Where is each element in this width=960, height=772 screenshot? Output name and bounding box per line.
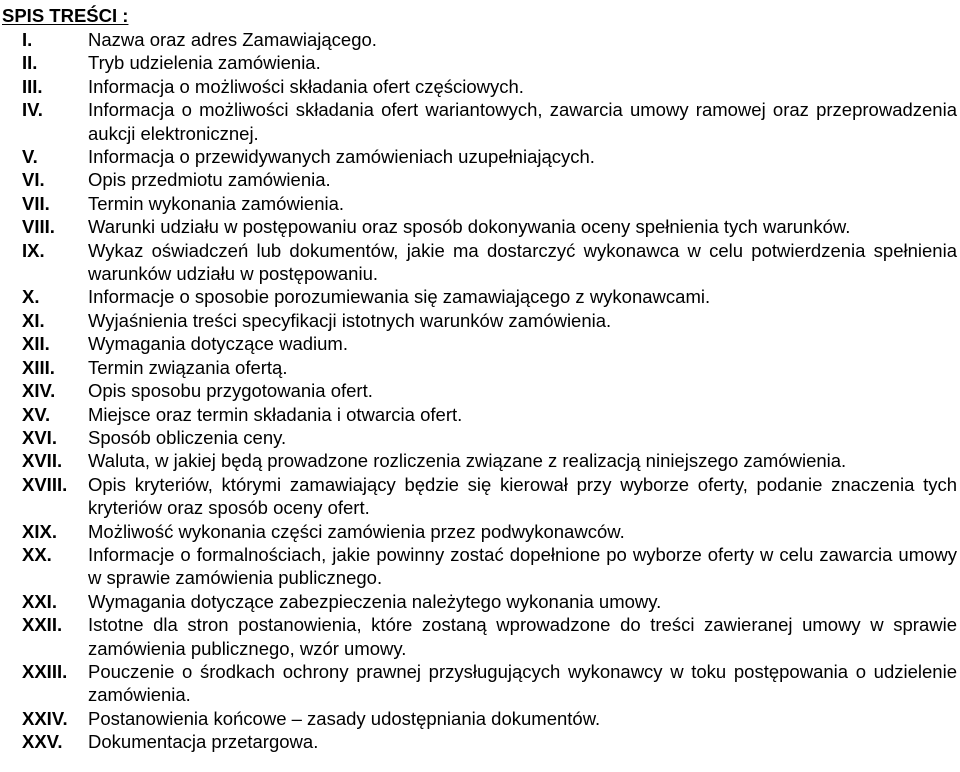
toc-item-number: I. bbox=[22, 29, 33, 50]
toc-item bbox=[0, 449, 957, 472]
toc-item-text: Wykaz oświadczeń lub dokumentów, jakie ma dostarczyć wykonawca w celu potwierdzenia spełnienia warunków udziału w postępowaniu. bbox=[88, 239, 957, 285]
toc-item bbox=[0, 520, 957, 543]
toc-item-number: XVI. bbox=[22, 426, 57, 448]
toc-item-text: Informacje o formalnościach, jakie powinny zostać dopełnione po wyborze oferty w celu zawarcia umowy w sprawie zamówienia publicznego. bbox=[88, 543, 957, 589]
toc-item-number: XX. bbox=[22, 543, 52, 565]
toc-item-number: IV. bbox=[22, 99, 43, 121]
toc-item bbox=[0, 730, 957, 753]
toc-item-text: Termin związania ofertą. bbox=[88, 356, 288, 378]
toc-item bbox=[0, 660, 957, 707]
toc-item-number: XVII. bbox=[22, 450, 63, 472]
toc-item-number: XXV. bbox=[22, 731, 63, 753]
toc-item-number: IX. bbox=[22, 239, 45, 261]
toc-item-text: Informacje o sposobie porozumiewania się zamawiającego z wykonawcami. bbox=[88, 286, 711, 308]
toc-item bbox=[0, 426, 957, 449]
toc-item-text: Dokumentacja przetargowa. bbox=[88, 731, 319, 753]
toc-item-number: XIII. bbox=[22, 356, 55, 378]
toc-item bbox=[0, 356, 957, 379]
toc-item-number: XXIV. bbox=[22, 707, 68, 729]
toc-item-number: XXI. bbox=[22, 590, 57, 612]
toc-item-number: XXIII. bbox=[22, 660, 68, 682]
toc-item-text: Wymagania dotyczące wadium. bbox=[88, 333, 348, 355]
toc-item bbox=[0, 543, 957, 590]
toc-item-text: Opis przedmiotu zamówienia. bbox=[88, 169, 331, 191]
toc-item-text: Informacja o możliwości składania ofert częściowych. bbox=[88, 75, 524, 97]
toc-item-number: VIII. bbox=[22, 216, 55, 238]
toc-item bbox=[0, 98, 957, 145]
toc-item-text: Możliwość wykonania części zamówienia przez podwykonawców. bbox=[88, 520, 625, 542]
toc-item-text: Informacja o przewidywanych zamówieniach uzupełniających. bbox=[88, 146, 595, 168]
toc-item-number: III. bbox=[22, 75, 43, 97]
toc-item-text: Sposób obliczenia ceny. bbox=[88, 426, 287, 448]
toc-item-number: VI. bbox=[22, 169, 45, 191]
toc-item-text: Wyjaśnienia treści specyfikacji istotnych warunków zamówienia. bbox=[88, 309, 612, 331]
toc-list bbox=[0, 28, 957, 754]
toc-item-number: XII. bbox=[22, 333, 50, 355]
toc-item bbox=[0, 192, 957, 215]
toc-item-text: Wymagania dotyczące zabezpieczenia należytego wykonania umowy. bbox=[88, 590, 662, 612]
toc-item-text: Pouczenie o środkach ochrony prawnej przysługujących wykonawcy w toku postępowania o udzielenie zamówienia. bbox=[88, 660, 957, 706]
toc-item bbox=[0, 707, 957, 730]
toc-item-text: Warunki udziału w postępowaniu oraz sposób dokonywania oceny spełnienia tych warunków. bbox=[88, 216, 851, 238]
toc-item bbox=[0, 379, 957, 402]
toc-item bbox=[0, 145, 957, 168]
toc-item-number: XVIII. bbox=[22, 473, 68, 495]
toc-item bbox=[0, 51, 957, 74]
toc-item-text: Miejsce oraz termin składania i otwarcia ofert. bbox=[88, 403, 463, 425]
toc-title: SPIS TREŚCI : bbox=[2, 5, 129, 26]
toc-item-number: V. bbox=[22, 146, 38, 168]
toc-item-number: XIX. bbox=[22, 520, 57, 542]
toc-item bbox=[0, 215, 957, 238]
toc-item bbox=[0, 613, 957, 660]
toc-item-number: XIV. bbox=[22, 380, 56, 402]
toc-item bbox=[0, 590, 957, 613]
toc-item-number: X. bbox=[22, 286, 40, 308]
toc-item-text: Istotne dla stron postanowienia, które zostaną wprowadzone do treści zawieranej umowy w sprawie zamówienia publicznego, wzór umowy. bbox=[88, 614, 957, 659]
toc-item bbox=[0, 285, 957, 308]
toc-item bbox=[0, 28, 957, 51]
toc-item-number: II. bbox=[22, 52, 38, 74]
toc-item bbox=[0, 332, 957, 355]
toc-item bbox=[0, 168, 957, 191]
toc-item-text: Opis kryteriów, którymi zamawiający będzie się kierował przy wyborze oferty, podanie znaczenia tych kryteriów oraz sposób oceny ofert. bbox=[88, 473, 957, 519]
toc-item bbox=[0, 309, 957, 332]
toc-item-text: Informacja o możliwości składania ofert wariantowych, zawarcia umowy ramowej oraz przeprowadzenia aukcji elektronicznej. bbox=[88, 99, 957, 144]
toc-item-text: Waluta, w jakiej będą prowadzone rozliczenia związane z realizacją niniejszego zamówienia. bbox=[88, 450, 847, 472]
toc-item bbox=[0, 403, 957, 426]
toc-item-text: Nazwa oraz adres Zamawiającego. bbox=[88, 29, 377, 50]
toc-item-text: Postanowienia końcowe – zasady udostępniania dokumentów. bbox=[88, 707, 601, 729]
toc-item-number: VII. bbox=[22, 192, 50, 214]
toc-item-text: Tryb udzielenia zamówienia. bbox=[88, 52, 321, 74]
toc-item bbox=[0, 239, 957, 286]
toc-item bbox=[0, 473, 957, 520]
toc-item-number: XXII. bbox=[22, 614, 63, 636]
toc-item-number: XV. bbox=[22, 403, 51, 425]
toc-item-text: Termin wykonania zamówienia. bbox=[88, 192, 345, 214]
toc-item bbox=[0, 75, 957, 98]
toc-item-number: XI. bbox=[22, 309, 45, 331]
toc-item-text: Opis sposobu przygotowania ofert. bbox=[88, 380, 373, 402]
